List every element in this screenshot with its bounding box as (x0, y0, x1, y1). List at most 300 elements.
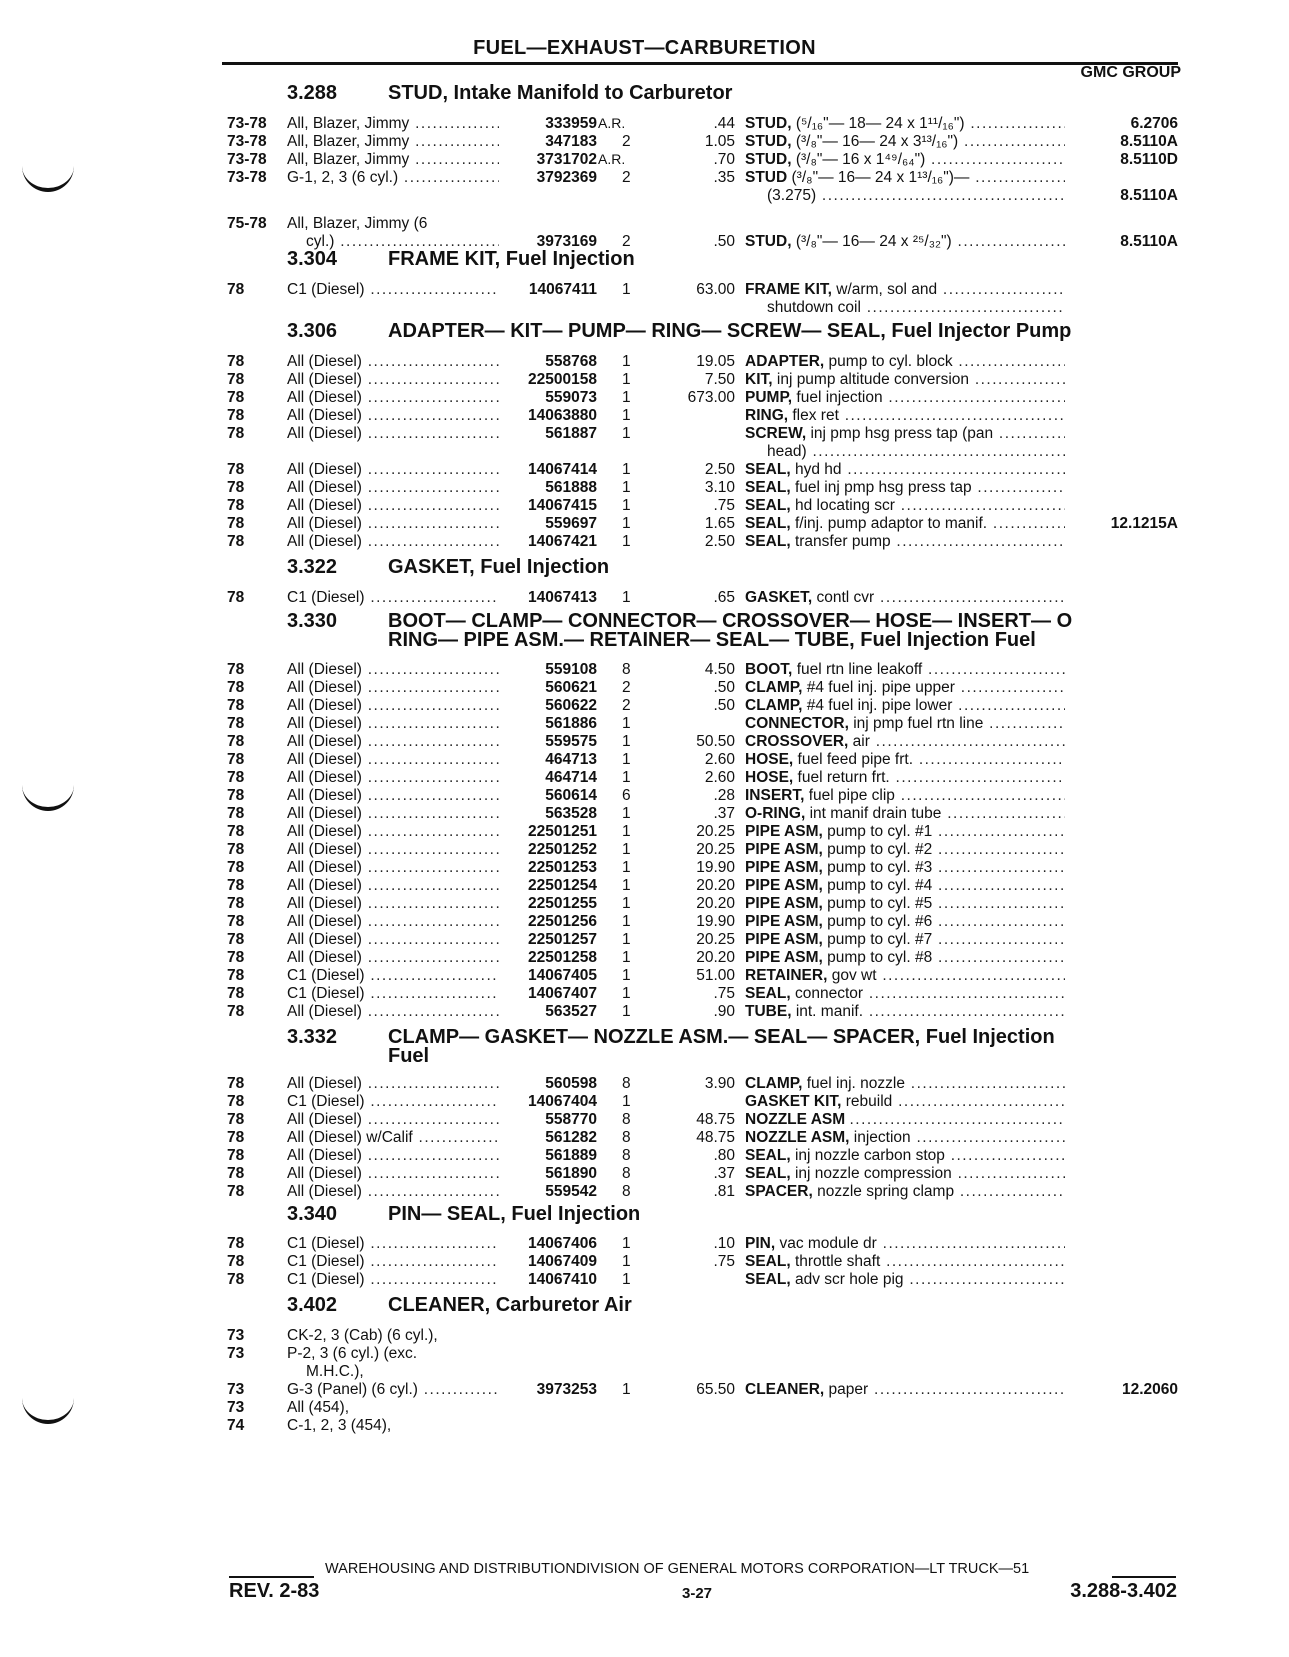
description-part-name: GASKET KIT, (745, 1093, 842, 1110)
model-year: 78 (227, 1003, 245, 1020)
description (745, 114, 1065, 133)
description-detail: pump to cyl. block ..... (829, 353, 1065, 370)
description-part-name: HOSE, (745, 751, 794, 768)
part-number: 558770 (545, 1111, 597, 1128)
description-part-name: CLAMP, (745, 1075, 803, 1092)
parts-row (0, 280, 1289, 299)
application: All (Diesel) ..... (287, 370, 499, 389)
description-part-name: CLEANER, (745, 1381, 825, 1398)
model-year: 78 (227, 1253, 245, 1270)
description (745, 804, 1065, 823)
price: 1.65 (704, 515, 735, 532)
description-part-name: CLAMP, (745, 697, 803, 714)
part-number: 22501257 (528, 931, 597, 948)
quantity: 1 (622, 805, 631, 822)
quantity: 1 (622, 1271, 631, 1288)
description-part-name: NOZZLE ASM, (745, 1129, 850, 1146)
description-part-name: SEAL, (745, 985, 791, 1002)
price: 673.00 (687, 389, 735, 406)
model-year: 78 (227, 1129, 245, 1146)
part-number: 22500158 (528, 371, 597, 388)
description-detail (849, 1111, 1065, 1128)
part-number: 560621 (545, 679, 597, 696)
group-number: 8.5110A (1120, 233, 1178, 250)
application: All (Diesel) ..... (287, 1110, 499, 1129)
description (745, 1234, 1065, 1253)
description-part-name: HOSE, (745, 769, 794, 786)
model-year: 78 (227, 371, 245, 388)
description-detail: fuel rtn line leakoff ..... (797, 661, 1065, 678)
parts-row (0, 114, 1289, 133)
price: .50 (713, 679, 735, 696)
price: .10 (713, 1235, 735, 1252)
section-number: 3.402 (287, 1294, 338, 1316)
description-detail: int. manif. ..... (796, 1003, 1065, 1020)
description-detail: inj nozzle compression ..... (795, 1165, 1065, 1182)
application: All (Diesel) ..... (287, 786, 499, 805)
price: .50 (713, 697, 735, 714)
description (745, 822, 1065, 841)
description (745, 1092, 1065, 1111)
part-number: 14067415 (528, 497, 597, 514)
description-part-name: RETAINER, (745, 967, 828, 984)
description-part-name: CONNECTOR, (745, 715, 849, 732)
parts-row (0, 514, 1289, 533)
model-year: 78 (227, 1075, 245, 1092)
model-year: 73 (227, 1381, 245, 1398)
quantity: 8 (622, 1147, 631, 1164)
description-part-name: INSERT, (745, 787, 805, 804)
parts-row (0, 478, 1289, 497)
part-number: 563528 (545, 805, 597, 822)
description (745, 696, 1065, 715)
application: M.H.C.), (306, 1363, 364, 1380)
part-number: 560622 (545, 697, 597, 714)
description-detail: fuel inj pmp hsg press tap ..... (795, 479, 1065, 496)
model-year: 78 (227, 751, 245, 768)
price: 19.90 (696, 859, 735, 876)
description-part-name: SCREW, (745, 425, 807, 442)
parts-row (0, 876, 1289, 895)
description-part-name: PIPE ASM, (745, 895, 823, 912)
parts-row (0, 696, 1289, 715)
quantity: 1 (622, 1253, 631, 1270)
description-part-name: SEAL, (745, 533, 791, 550)
application: All (Diesel) ..... (287, 750, 499, 769)
section-name: GASKET, Fuel Injection (388, 556, 610, 578)
application: All (Diesel) ..... (287, 478, 499, 497)
description (745, 1252, 1065, 1271)
description-detail: air ..... (853, 733, 1065, 750)
price: 3.90 (704, 1075, 735, 1092)
description (745, 1002, 1065, 1021)
section-name: CLEANER, Carburetor Air (388, 1294, 632, 1316)
description (745, 1164, 1065, 1183)
part-number: 559108 (545, 661, 597, 678)
description-detail: pump to cyl. #4 ..... (827, 877, 1065, 894)
parts-row (0, 1182, 1289, 1201)
model-year: 73-78 (227, 169, 267, 186)
quantity: 2 (622, 697, 631, 714)
description-detail: inj pump altitude conversion ..... (777, 371, 1065, 388)
description-detail: head) ..... (767, 443, 1065, 460)
quantity: 1 (622, 913, 631, 930)
application: All, Blazer, Jimmy ..... (287, 114, 499, 133)
section-number: 3.322 (287, 556, 338, 578)
application: All (Diesel) ..... (287, 822, 499, 841)
parts-row (0, 352, 1289, 371)
part-number: 563527 (545, 1003, 597, 1020)
description (745, 588, 1065, 607)
description-detail: contl cvr ..... (817, 589, 1066, 606)
application: C1 (Diesel) ..... (287, 280, 499, 299)
model-year: 78 (227, 985, 245, 1002)
application: All (Diesel) ..... (287, 768, 499, 787)
description-detail: pump to cyl. #6 ..... (827, 913, 1065, 930)
quantity: 1 (622, 751, 631, 768)
model-year: 78 (227, 353, 245, 370)
description-detail: (³/₈"— 16— 24 x 1¹³/₁₆")— ..... (792, 169, 1065, 186)
description-detail: pump to cyl. #1 ..... (827, 823, 1065, 840)
model-year: 73 (227, 1345, 245, 1362)
description-part-name: SEAL, (745, 1253, 791, 1270)
parts-row (0, 1092, 1289, 1111)
description-part-name: PUMP, (745, 389, 793, 406)
application: All, Blazer, Jimmy ..... (287, 150, 499, 169)
description (745, 1074, 1065, 1093)
model-year: 73-78 (227, 151, 267, 168)
part-number: 14067409 (528, 1253, 597, 1270)
price: 50.50 (696, 733, 735, 750)
description-detail: shutdown coil ..... (767, 299, 1065, 316)
section-name: Fuel (388, 1045, 430, 1067)
quantity: 1 (622, 353, 631, 370)
parts-row (0, 714, 1289, 733)
price: .35 (713, 169, 735, 186)
model-year: 78 (227, 859, 245, 876)
description (745, 280, 1065, 299)
footer-rule-left (229, 1576, 314, 1578)
model-year: 78 (227, 461, 245, 478)
application: All (Diesel) ..... (287, 660, 499, 679)
application: G-3 (Panel) (6 cyl.) ..... (287, 1380, 499, 1399)
group-number: 8.5110D (1120, 151, 1178, 168)
description-part-name: STUD, (745, 233, 792, 250)
group-number: 12.1215A (1110, 515, 1178, 532)
description (745, 424, 1065, 443)
description-detail: adv scr hole pig ..... (795, 1271, 1065, 1288)
price: 20.20 (696, 949, 735, 966)
parts-row (0, 232, 1289, 251)
price: 3.10 (704, 479, 735, 496)
application: All (Diesel) ..... (287, 930, 499, 949)
application: All (Diesel) ..... (287, 1164, 499, 1183)
application: All (Diesel) ..... (287, 858, 499, 877)
description-detail: hyd hd ..... (795, 461, 1065, 478)
description-detail: fuel feed pipe frt. ..... (798, 751, 1065, 768)
price: 7.50 (704, 371, 735, 388)
application: All (Diesel) ..... (287, 894, 499, 913)
footer-rule-right (1112, 1576, 1176, 1578)
description-detail: pump to cyl. #7 ..... (827, 931, 1065, 948)
description (745, 478, 1065, 497)
model-year: 78 (227, 697, 245, 714)
section-name: BOOT— CLAMP— CONNECTOR— CROSSOVER— HOSE— INSERT— O (388, 610, 1073, 632)
model-year: 74 (227, 1417, 245, 1434)
application: All (Diesel) ..... (287, 840, 499, 859)
part-number: 14067410 (528, 1271, 597, 1288)
application: All (Diesel) ..... (287, 532, 499, 551)
part-number: 561890 (545, 1165, 597, 1182)
description-detail: pump to cyl. #2 ..... (827, 841, 1065, 858)
description-part-name: CROSSOVER, (745, 733, 849, 750)
quantity: 1 (622, 461, 631, 478)
application: All (Diesel) ..... (287, 732, 499, 751)
model-year: 78 (227, 497, 245, 514)
section-number: 3.330 (287, 610, 338, 632)
price: 20.25 (696, 841, 735, 858)
description-detail: nozzle spring clamp ..... (817, 1183, 1065, 1200)
part-number: 14067404 (528, 1093, 597, 1110)
model-year: 78 (227, 967, 245, 984)
description (745, 858, 1065, 877)
part-number: 14067411 (528, 281, 597, 298)
parts-row (0, 930, 1289, 949)
parts-row (0, 786, 1289, 805)
application: All (Diesel) ..... (287, 406, 499, 425)
description (745, 150, 1065, 169)
quantity: 2 (622, 679, 631, 696)
part-number: 560598 (545, 1075, 597, 1092)
price: .70 (713, 151, 735, 168)
part-number: 558768 (545, 353, 597, 370)
description-part-name: O-RING, (745, 805, 806, 822)
description-detail: flex ret ..... (792, 407, 1065, 424)
quantity: 1 (622, 877, 631, 894)
model-year: 78 (227, 805, 245, 822)
price: 19.90 (696, 913, 735, 930)
application: C1 (Diesel) ..... (287, 1234, 499, 1253)
group-label: GMC GROUP (1080, 64, 1181, 81)
quantity: 2 (622, 169, 631, 186)
part-number: 347183 (545, 133, 597, 150)
description-detail: fuel return frt. ..... (798, 769, 1065, 786)
description-part-name: STUD (745, 169, 788, 186)
description-detail: injection ..... (854, 1129, 1065, 1146)
description (745, 840, 1065, 859)
application: All (Diesel) ..... (287, 876, 499, 895)
footer-section-range: 3.288-3.402 (1070, 1580, 1177, 1602)
model-year: 78 (227, 733, 245, 750)
model-year: 78 (227, 1111, 245, 1128)
application: All (Diesel) ..... (287, 352, 499, 371)
model-year: 78 (227, 589, 245, 606)
parts-row (0, 966, 1289, 985)
price: 65.50 (696, 1381, 735, 1398)
description-detail: vac module dr ..... (779, 1235, 1065, 1252)
part-number: 22501252 (528, 841, 597, 858)
quantity: 1 (622, 733, 631, 750)
quantity: 1 (622, 841, 631, 858)
section-number: 3.340 (287, 1203, 338, 1225)
quantity: 8 (622, 1183, 631, 1200)
model-year: 73 (227, 1327, 245, 1344)
model-year: 78 (227, 1165, 245, 1182)
quantity: 1 (622, 715, 631, 732)
model-year: 78 (227, 679, 245, 696)
parts-row (0, 214, 1289, 233)
parts-row (0, 984, 1289, 1003)
part-number: 561282 (545, 1129, 597, 1146)
part-number: 14067405 (528, 967, 597, 984)
group-number: 8.5110A (1120, 187, 1178, 204)
quantity: 1 (622, 1093, 631, 1110)
part-number: 3792369 (536, 169, 597, 186)
description (745, 352, 1065, 371)
parts-row (0, 388, 1289, 407)
model-year: 78 (227, 931, 245, 948)
application: All (Diesel) ..... (287, 1182, 499, 1201)
description-detail: (3.275) ..... (767, 187, 1065, 204)
parts-row (0, 1380, 1289, 1399)
model-year: 78 (227, 823, 245, 840)
section-number: 3.306 (287, 320, 338, 342)
description (745, 168, 1065, 187)
description-part-name: PIPE ASM, (745, 823, 823, 840)
application: All (Diesel) ..... (287, 1074, 499, 1093)
parts-row (0, 496, 1289, 515)
footer-revision: REV. 2-83 (229, 1580, 320, 1602)
model-year: 78 (227, 661, 245, 678)
description-part-name: PIPE ASM, (745, 859, 823, 876)
description-part-name: PIPE ASM, (745, 877, 823, 894)
price: 48.75 (696, 1129, 735, 1146)
description-part-name: FRAME KIT, (745, 281, 832, 298)
price: .37 (713, 1165, 735, 1182)
application: All (Diesel) ..... (287, 388, 499, 407)
parts-row (0, 1344, 1289, 1363)
quantity: 1 (622, 1381, 631, 1398)
price: 51.00 (696, 967, 735, 984)
section-number: 3.332 (287, 1026, 338, 1048)
description-part-name: STUD, (745, 115, 792, 132)
quantity: 1 (622, 479, 631, 496)
description-part-name: TUBE, (745, 1003, 792, 1020)
part-number: 3731702 (536, 151, 597, 168)
application: All (Diesel) ..... (287, 1002, 499, 1021)
description (745, 406, 1065, 425)
parts-row (0, 948, 1289, 967)
header-rule (222, 62, 1178, 65)
part-number: 22501254 (528, 877, 597, 894)
quantity: 8 (622, 1075, 631, 1092)
model-year: 78 (227, 895, 245, 912)
description-detail: (³/₈"— 16 x 1⁴⁹/₆₄") ..... (796, 151, 1065, 168)
application: All, Blazer, Jimmy (6 (287, 215, 428, 232)
section-name: FRAME KIT, Fuel Injection (388, 248, 635, 270)
quantity: 1 (622, 497, 631, 514)
description (745, 1380, 1065, 1399)
description-part-name: NOZZLE ASM (745, 1111, 846, 1128)
quantity: 8 (622, 1111, 631, 1128)
price: .75 (713, 985, 735, 1002)
description (745, 1182, 1065, 1201)
model-year: 73-78 (227, 133, 267, 150)
price: 48.75 (696, 1111, 735, 1128)
parts-row (0, 858, 1289, 877)
model-year: 78 (227, 841, 245, 858)
description (745, 930, 1065, 949)
quantity: 1 (622, 589, 631, 606)
quantity: 1 (622, 407, 631, 424)
price: 2.50 (704, 461, 735, 478)
part-number: 14067414 (528, 461, 597, 478)
price: 63.00 (696, 281, 735, 298)
description-detail: #4 fuel inj. pipe upper ..... (807, 679, 1065, 696)
parts-row (0, 1398, 1289, 1417)
application: P-2, 3 (6 cyl.) (exc. (287, 1345, 418, 1362)
parts-row (0, 1110, 1289, 1129)
model-year: 78 (227, 479, 245, 496)
parts-row (0, 822, 1289, 841)
application: All (Diesel) w/Calif ..... (287, 1128, 499, 1147)
parts-row (0, 168, 1289, 187)
application: All (Diesel) ..... (287, 804, 499, 823)
description (767, 186, 1065, 205)
description-detail: rebuild ..... (846, 1093, 1065, 1110)
part-number: 22501256 (528, 913, 597, 930)
description-detail: paper ..... (829, 1381, 1065, 1398)
description-detail: pump to cyl. #3 ..... (827, 859, 1065, 876)
part-number: 14067407 (528, 985, 597, 1002)
price: 20.25 (696, 823, 735, 840)
description (745, 876, 1065, 895)
application: All (Diesel) ..... (287, 424, 499, 443)
model-year: 78 (227, 1271, 245, 1288)
parts-row (0, 442, 1289, 461)
description-detail: (³/₈"— 16— 24 x ²⁵/₃₂") ..... (796, 233, 1065, 250)
description (745, 1128, 1065, 1147)
description-part-name: SEAL, (745, 497, 791, 514)
parts-row (0, 1252, 1289, 1271)
description-part-name: STUD, (745, 133, 792, 150)
description (745, 732, 1065, 751)
description (745, 532, 1065, 551)
parts-row (0, 588, 1289, 607)
quantity: 8 (622, 1165, 631, 1182)
description (745, 984, 1065, 1003)
price: .75 (713, 1253, 735, 1270)
application: All (Diesel) ..... (287, 678, 499, 697)
part-number: 464714 (545, 769, 597, 786)
parts-row (0, 460, 1289, 479)
description-part-name: SEAL, (745, 1271, 791, 1288)
part-number: 14067413 (528, 589, 597, 606)
part-number: 559697 (545, 515, 597, 532)
description-part-name: RING, (745, 407, 789, 424)
parts-row (0, 894, 1289, 913)
description-detail: (⁵/₁₆"— 18— 24 x 1¹¹/₁₆") ..... (796, 115, 1065, 132)
application: All (Diesel) ..... (287, 496, 499, 515)
application: C1 (Diesel) ..... (287, 966, 499, 985)
quantity: 1 (622, 515, 631, 532)
description-detail: f/inj. pump adaptor to manif. ..... (795, 515, 1065, 532)
description (767, 442, 1065, 461)
model-year: 78 (227, 407, 245, 424)
footer-page-number: 3-27 (682, 1585, 713, 1602)
application: All, Blazer, Jimmy ..... (287, 132, 499, 151)
price: .90 (713, 1003, 735, 1020)
